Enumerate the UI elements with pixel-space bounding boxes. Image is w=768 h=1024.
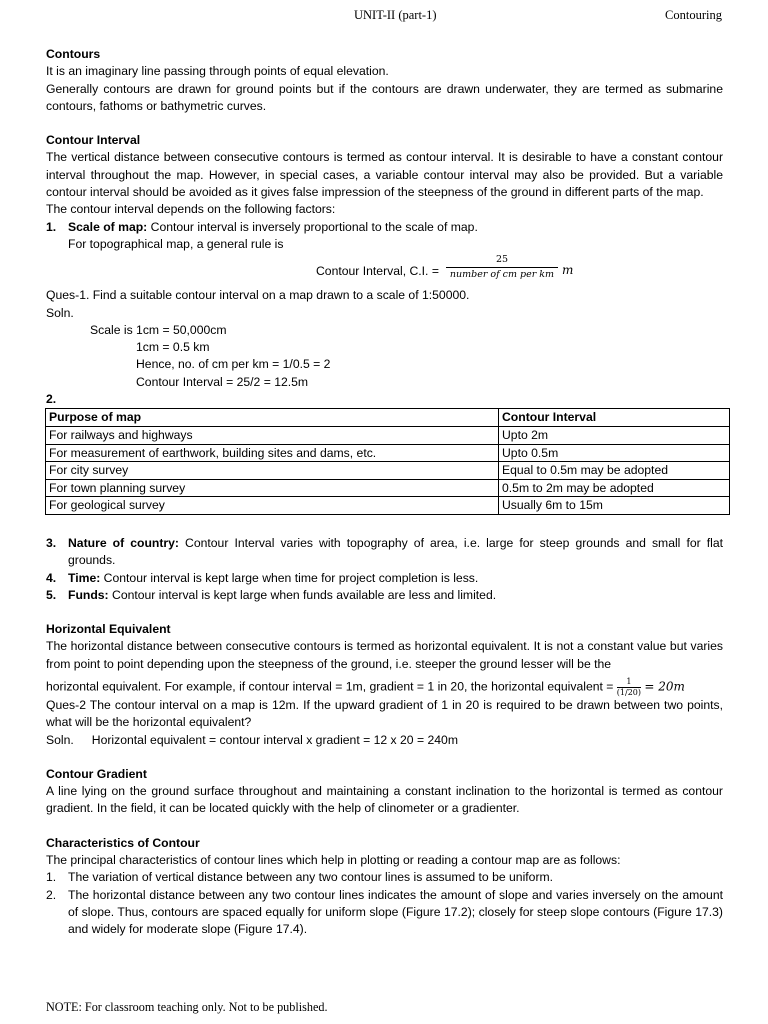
table-header-interval: Contour Interval bbox=[499, 409, 730, 427]
table-row bbox=[46, 444, 730, 462]
factor-item-1 bbox=[46, 219, 723, 236]
page-footer-note: NOTE: For classroom teaching only. Not to be published. bbox=[46, 1000, 328, 1014]
gradient-fraction-denominator: (1/20) bbox=[616, 687, 642, 697]
factor-text: Contour interval is kept large when funds available are less and limited. bbox=[108, 587, 497, 602]
contour-interval-factors-intro: The contour interval depends on the following factors: bbox=[46, 202, 336, 217]
factor-item-3 bbox=[46, 535, 723, 570]
factor-text: Contour interval is inversely proportional to the scale of map. bbox=[147, 219, 478, 234]
general-rule-text: For topographical map, a general rule is bbox=[68, 236, 284, 251]
factor-number: 1. bbox=[46, 219, 57, 234]
characteristic-number: 2. bbox=[46, 887, 57, 902]
factor-number: 3. bbox=[46, 535, 57, 550]
table-row bbox=[46, 462, 730, 480]
table-row bbox=[46, 497, 730, 515]
solution-1-line-2: 1cm = 0.5 km bbox=[136, 340, 210, 355]
characteristics-intro: The principal characteristics of contour lines which help in plotting or reading a contour map are as follows: bbox=[46, 853, 621, 868]
question-2: Ques-2 The contour interval on a map is 12m. If the upward gradient of 1 in 20 is required to be drawn between two points, what will be the horizontal equivalent? bbox=[46, 697, 723, 730]
contours-definition: It is an imaginary line passing through points of equal elevation. bbox=[46, 64, 389, 79]
table-cell-purpose: For geological survey bbox=[46, 497, 499, 515]
table-cell-purpose: For railways and highways bbox=[46, 426, 499, 444]
document-body bbox=[46, 46, 723, 939]
solution-1-line-4: Contour Interval = 25/2 = 12.5m bbox=[136, 374, 309, 389]
table-cell-purpose: For town planning survey bbox=[46, 479, 499, 497]
question-1: Ques-1. Find a suitable contour interval on a map drawn to a scale of 1:50000. bbox=[46, 288, 470, 303]
header-unit: UNIT-II (part-1) bbox=[354, 8, 437, 22]
heading-horizontal-equivalent: Horizontal Equivalent bbox=[46, 622, 171, 637]
contours-paragraph: Generally contours are drawn for ground points but if the contours are drawn underwater, they are termed as submarine contours, fathoms or bathymetric curves. bbox=[46, 81, 723, 113]
heading-contour-gradient: Contour Gradient bbox=[46, 766, 147, 781]
factor-number: 4. bbox=[46, 570, 57, 585]
table-cell-interval: Upto 0.5m bbox=[499, 444, 730, 462]
solution-2 bbox=[46, 732, 723, 749]
formula-unit: m bbox=[562, 263, 574, 278]
heading-contours: Contours bbox=[46, 47, 101, 61]
factor-number: 5. bbox=[46, 587, 57, 602]
contour-interval-table bbox=[45, 408, 730, 515]
characteristic-text: The horizontal distance between any two contour lines indicates the amount of slope and varies inversely on the amount of slope. Thus, contours are spaced equally for uniform slope (Figure 17.2); closely for steep slope contours (Figure 17.3) and widely for moderate slope (Figure 17.4). bbox=[68, 887, 723, 937]
solution-label-1: Soln. bbox=[46, 305, 74, 320]
contour-gradient-paragraph: A line lying on the ground surface throughout and maintaining a constant inclination to the horizontal is termed as contour gradient. In the field, it can be located quickly with the help of clinometer or a gradienter. bbox=[46, 784, 723, 816]
table-cell-interval: Equal to 0.5m may be adopted bbox=[499, 462, 730, 480]
header-topic: Contouring bbox=[665, 8, 722, 22]
factor-item-4 bbox=[46, 570, 723, 587]
characteristic-text: The variation of vertical distance between any two contour lines is assumed to be uniform. bbox=[68, 870, 554, 885]
formula-lhs: Contour Interval, C.I. = bbox=[316, 264, 439, 279]
table-cell-purpose: For city survey bbox=[46, 462, 499, 480]
factor-title: Time: bbox=[68, 570, 101, 585]
solution-label-2: Soln. bbox=[46, 732, 74, 747]
table-cell-purpose: For measurement of earthwork, building sites and dams, etc. bbox=[46, 444, 499, 462]
table-row bbox=[46, 426, 730, 444]
gradient-fraction bbox=[617, 677, 641, 698]
horizontal-equivalent-example bbox=[46, 673, 723, 697]
solution-1-line-3: Hence, no. of cm per km = 1/0.5 = 2 bbox=[136, 357, 331, 372]
factor-number-2: 2. bbox=[46, 392, 57, 407]
solution-1-line-1: Scale is 1cm = 50,000cm bbox=[90, 322, 227, 337]
horizontal-equivalent-example-text: horizontal equivalent. For example, if contour interval = 1m, gradient = 1 in 20, the horizontal equivalent = bbox=[46, 679, 614, 694]
table-cell-interval: 0.5m to 2m may be adopted bbox=[499, 479, 730, 497]
formula-fraction bbox=[446, 253, 558, 282]
formula-numerator: 25 bbox=[495, 254, 509, 266]
gradient-fraction-numerator: 1 bbox=[626, 676, 632, 686]
heading-contour-interval: Contour Interval bbox=[46, 133, 141, 148]
factor-title: Scale of map: bbox=[68, 219, 148, 234]
factor-text: Contour interval is kept large when time for project completion is less. bbox=[100, 570, 479, 585]
heading-characteristics: Characteristics of Contour bbox=[46, 835, 200, 850]
table-header-row bbox=[46, 409, 730, 427]
characteristic-item-2 bbox=[46, 887, 723, 939]
page-header bbox=[0, 8, 768, 26]
factor-title: Nature of country: bbox=[68, 535, 179, 550]
characteristic-number: 1. bbox=[46, 870, 57, 885]
table-header-purpose: Purpose of map bbox=[46, 409, 499, 427]
contour-interval-paragraph: The vertical distance between consecutive contours is termed as contour interval. It is desirable to have a constant contour interval throughout the map. However, in special cases, a variable contour interval may also be provided. But a variable contour interval should be avoided as it gives false impression of the steepness of the ground in different parts of the map. bbox=[46, 150, 723, 200]
factor-text: Contour Interval varies with topography of area, i.e. large for steep grounds and small for flat grounds. bbox=[68, 535, 723, 568]
table-cell-interval: Usually 6m to 15m bbox=[499, 497, 730, 515]
factor-item-5 bbox=[46, 587, 723, 604]
gradient-result: = 20m bbox=[644, 679, 685, 694]
table-cell-interval: Upto 2m bbox=[499, 426, 730, 444]
formula-denominator: number of cm per km bbox=[446, 267, 558, 282]
factor-title: Funds: bbox=[68, 587, 109, 602]
contour-interval-formula bbox=[46, 253, 723, 287]
characteristic-item-1 bbox=[46, 869, 723, 886]
table-row bbox=[46, 479, 730, 497]
horizontal-equivalent-paragraph: The horizontal distance between consecutive contours is termed as horizontal equivalent. It is not a constant value but varies from point to point depending upon the steepness of the ground, i.e. steeper the ground lesser will be the bbox=[46, 639, 723, 671]
solution-2-answer: Horizontal equivalent = contour interval x gradient = 12 x 20 = 240m bbox=[91, 732, 458, 747]
